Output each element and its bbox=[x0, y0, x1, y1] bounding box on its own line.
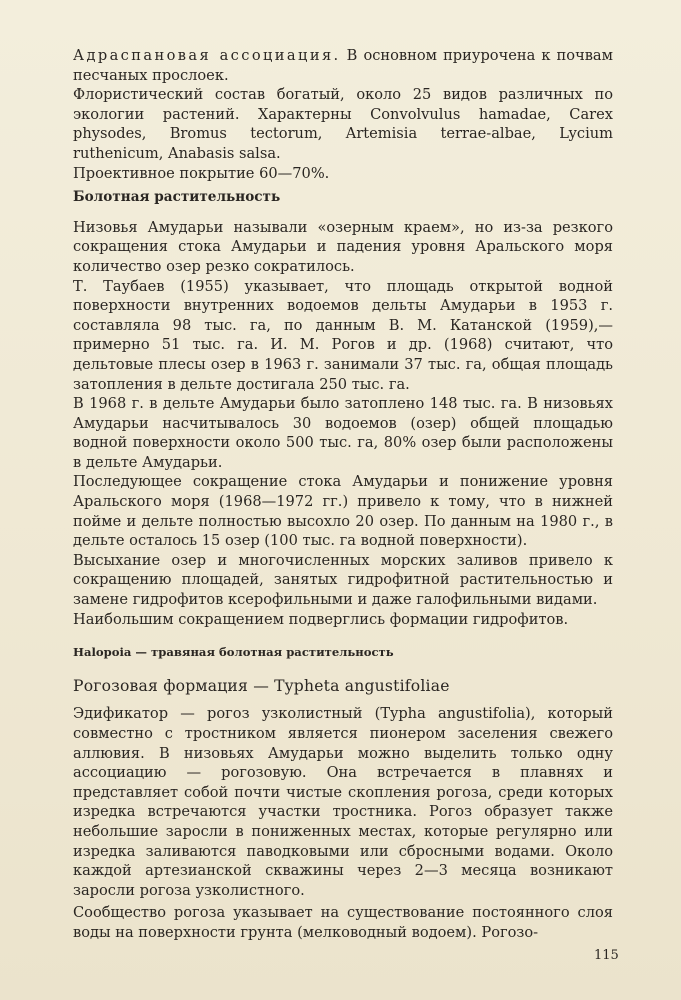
page-body bbox=[73, 46, 613, 943]
paragraph-taubaev: Т. Таубаев (1955) указывает, что площадь открытой водной поверхности внутренних водоемов дельты Амударьи в 1953 г. составляла 98 тыс. га, по данным В. М. Катанской (1959),— примерно 51 тыс. га. И. М. Рогов и др. (1968) считают, что дельтовые плесы озер в 1963 г. занимали 37 тыс. га, общая площадь затопления в дельте достигала 250 тыс. га. bbox=[73, 277, 613, 393]
association-label: Адраспановая ассоциация. bbox=[73, 47, 341, 64]
paragraph-cover: Проективное покрытие 60—70%. bbox=[73, 164, 330, 182]
paragraph-greatest: Наибольшим сокращением подверглись формации гидрофитов. bbox=[73, 610, 569, 628]
heading-halopoia: Halopoia — травяная болотная растительность bbox=[73, 645, 394, 660]
page-number: 115 bbox=[594, 948, 619, 963]
heading-typha-formation: Рогозовая формация — Typheta angustifoliae bbox=[73, 676, 450, 695]
association-text: В основном приурочена к почвам песчаных прослоек. bbox=[73, 47, 613, 84]
paragraph-association bbox=[73, 46, 613, 85]
paragraph-community: Сообщество рогоза указывает на существование постоянного слоя воды на поверхности грунта (мелководный водоем). Рогозо- bbox=[73, 904, 613, 941]
paragraph-lower-reaches: Низовья Амударьи называли «озерным краем», но из-за резкого сокращения стока Амударьи и падения уровня Аральского моря количество озер резко сократилось. bbox=[73, 218, 613, 275]
paragraph-1968: В 1968 г. в дельте Амударьи было затоплено 148 тыс. га. В низовьях Амударьи насчитывалось 30 водоемов (озер) общей площадью водной поверхности около 500 тыс. га, 80% озер были расположены в дельте Амударьи. bbox=[73, 395, 613, 471]
paragraph-edificator: Эдификатор — рогоз узколистный (Typha angustifolia), который совместно с тростником является пионером заселения свежего аллювия. В низовьях Амударьи можно выделить только одну ассоциацию — рогозовую. Она встречается в плавнях и представляет собой почти чистые скопления рогоза, среди которых изредка встречаются участки тростника. Рогоз образует также небольшие заросли в пониженных местах, которые регулярно или изредка заливаются паводковыми или сбросными водами. Около каждой артезианской скважины через 2—3 месяца возникают заросли рогоза узколистного. bbox=[73, 705, 613, 899]
paragraph-drying: Высыхание озер и многочисленных морских заливов привело к сокращению площадей, занятых гидрофитной растительностью и замене гидрофитов ксерофильными и даже галофильными видами. bbox=[73, 551, 613, 609]
paragraph-flora: Флористический состав богатый, около 25 видов различных по экологии растений. Характерны Convolvulus hamadae, Carex physodes, Bromus tectorum, Artemisia terrae-albae, Lycium ruthenicum, Anabasis salsa. bbox=[73, 86, 613, 162]
heading-bog-vegetation: Болотная растительность bbox=[73, 189, 281, 206]
paragraph-subsequent: Последующее сокращение стока Амударьи и понижение уровня Аральского моря (1968—1972 гг.) привело к тому, что в нижней пойме и дельте полностью высохло 20 озер. По данным на 1980 г., в дельте осталось 15 озер (100 тыс. га водной поверхности). bbox=[73, 473, 613, 550]
